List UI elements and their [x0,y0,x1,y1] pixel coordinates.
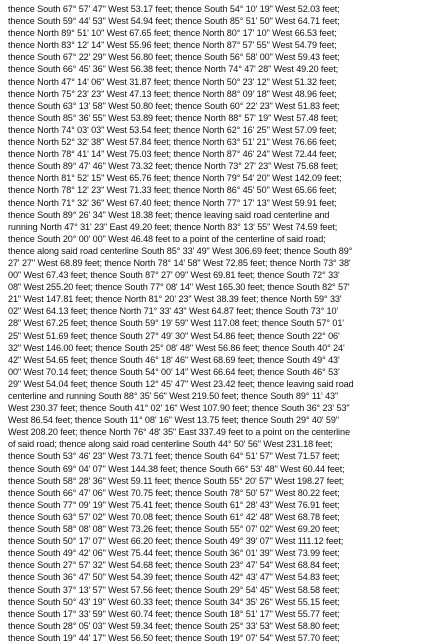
text-line: thence South 63° 57' 02" West 70.08 feet; thence South 61° 42' 48" West 68.78 feet; [8,511,340,522]
text-line: thence North 83° 12' 14" West 55.96 feet; thence North 87° 57' 55" West 54.79 feet; [8,40,337,51]
text-line: thence South 67° 57' 47" West 53.17 feet; thence South 54° 10' 19" West 52.03 feet; [8,4,340,14]
text-line: 29" West 54.04 feet; thence South 12° 45' 47" West 23.42 feet; thence leaving said road [8,378,354,389]
text-line: thence South 77° 09' 19" West 75.41 feet; thence South 61° 28' 43" West 76.91 feet; [8,499,340,510]
text-line: thence North 89° 51' 10" West 67.65 feet; thence North 80° 17' 10" West 66.53 feet; [8,28,337,39]
text-line: thence South 50° 17' 07" West 66.20 feet; thence South 49° 39' 07" West 111.12 feet; [8,536,344,547]
text-line: thence North 74° 03' 03" West 53.54 feet; thence North 62° 16' 25" West 57.09 feet; [8,124,337,135]
text-line: thence South 28° 05' 03" West 59.34 feet; thence South 25° 33' 53" West 58.80 feet; [8,620,340,631]
text-line: thence South 85° 36' 55" West 53.89 feet; thence North 88° 57' 19" West 57.48 feet; [8,112,339,123]
text-line: thence South 17° 33' 59" West 60.74 feet; thence South 18° 51' 17" West 55.77 feet; [8,608,340,619]
text-line: thence South 27° 57' 32" West 54.68 feet; thence South 23° 47' 54" West 68.84 feet; [8,560,340,571]
text-line: 21" West 147.81 feet; thence North 81° 20' 23" West 38.39 feet; thence North 59° 33' [8,294,342,305]
text-line: thence South 67° 22' 29" West 56.80 feet; thence South 56° 58' 00" West 59.43 feet; [8,52,340,63]
text-line: thence North 81° 52' 15" West 65.76 feet; thence North 79° 54' 20" West 142.09 feet; [8,173,342,184]
text-line: thence South 63° 13' 58" West 50.80 feet; thence South 60° 22' 23" West 51.83 feet; [8,100,340,111]
text-line: West 208.20 feet; thence North 76° 48' 35" East 337.49 feet to a point on the centerline [8,427,350,438]
text-line: thence North 71° 32' 36" West 67.40 feet; thence North 77° 17' 13" West 59.91 feet; [8,197,337,208]
text-line: thence South 89° 26' 34" West 18.38 feet; thence leaving said road centerline and [8,209,330,220]
text-line: 27' 27" West 68.89 feet; thence North 78° 14' 58" West 72.85 feet; thence North 73° 38' [8,257,351,268]
text-line: thence South 58° 28' 36" West 59.11 feet; thence South 55° 20' 57" West 198.27 feet; [8,475,344,486]
text-line: thence South 69° 04' 07" West 144.38 feet; thence South 66° 53' 48" West 60.44 feet; [8,463,345,474]
text-line: thence South 89° 47' 46" West 73.32 feet; thence North 73° 27' 23" West 75.68 feet; [8,161,339,172]
text-line: thence South 50° 43' 19" West 60.33 feet; thence South 34° 35' 26" West 55.15 feet; [8,596,340,607]
text-line: West 230.37 feet; thence South 41° 02' 16" West 107.90 feet; thence South 36° 23' 53" [8,403,350,414]
text-line: running North 47° 31' 23" East 49.20 feet; thence North 83° 13' 55" West 74.59 feet; [8,221,338,232]
text-line: thence North 52° 32' 38" West 57.84 feet; thence North 63° 51' 21" West 76.66 feet; [8,137,337,148]
text-line: thence South 66° 45' 36" West 56.38 feet; thence North 74° 47' 28" West 49.20 feet; [8,64,339,75]
text-line: thence South 20° 00' 00" West 46.48 feet to a point of the centerline of said road; [8,233,326,244]
text-line: thence along said road centerline South 85° 33' 49" West 306.69 feet; thence South 89° [8,245,353,256]
text-line: thence South 58° 08' 08" West 73.26 feet; thence South 55° 07' 02" West 69.20 feet; [8,524,340,535]
text-line: centerline and running South 88° 35' 56" West 219.50 feet; thence South 89° 11' 43" [8,391,339,401]
metes-and-bounds-description [8,3,418,644]
text-line: 42" West 54.65 feet; thence South 46° 18' 46" West 68.69 feet; thence South 49° 43' [8,354,340,365]
text-line: thence North 78° 41' 14" West 75.03 feet; thence North 87° 46' 24" West 72.44 feet; [8,149,337,160]
text-line: West 86.54 feet; thence South 11° 08' 16" West 13.75 feet; thence South 29° 40' 59" [8,415,339,426]
text-line: thence South 66° 47' 06" West 70.75 feet; thence South 78° 50' 57" West 80.22 feet; [8,487,340,498]
text-line: thence South 59° 44' 53" West 54.94 feet; thence South 85° 51' 50" West 64.71 feet; [8,16,340,27]
text-line: thence South 37° 13' 57" West 57.56 feet; thence South 29° 54' 45" West 58.58 feet; [8,584,340,595]
text-line: thence North 75° 23' 23" West 47.13 feet; thence North 88° 09' 18" West 48.96 feet; [8,88,337,99]
text-line: 28" West 67.25 feet; thence South 59° 19' 59" West 117.08 feet; thence South 57° 01' [8,318,344,329]
text-line: thence North 47° 14' 06" West 31.87 feet; thence North 50° 23' 12" West 51.32 feet; [8,76,337,87]
text-line: of said road; thence along said road centerline South 44° 50' 56" West 231.18 feet; [8,439,333,450]
text-line: thence South 36° 47' 50" West 54.39 feet; thence South 42° 43' 47" West 54.83 feet; [8,572,340,583]
text-line: 08" West 255.20 feet; thence South 77° 08' 14" West 165.30 feet; thence South 82° 57' [8,282,350,293]
text-line: thence South 49° 42' 06" West 75.44 feet; thence South 36° 01' 39" West 73.99 feet; [8,548,340,559]
text-line: 00" West 70.14 feet; thence South 54° 00' 14" West 66.64 feet; thence South 46° 53' [8,366,340,377]
text-line: 32" West 146.00 feet; thence South 25° 08' 48" West 56.86 feet; thence South 40° 24' [8,342,345,353]
text-line: 02" West 64.13 feet; thence North 71° 33' 43" West 64.87 feet; thence South 73° 10' [8,306,339,317]
text-line: thence South 53° 46' 23" West 73.71 feet; thence South 64° 51' 57" West 71.57 feet; [8,451,340,462]
text-line: 00" West 67.43 feet; thence South 87° 27' 09" West 69.81 feet; thence South 72° 33' [8,270,340,281]
text-line: thence North 78° 12' 23" West 71.33 feet; thence North 86° 45' 50" West 65.66 feet; [8,185,337,196]
text-line: 25" West 51.69 feet; thence South 27° 49' 30" West 54.86 feet; thence South 22° 06' [8,330,340,341]
text-line: thence South 19° 44' 17" West 56.50 feet; thence South 19° 07' 54" West 57.70 feet; [8,632,340,643]
